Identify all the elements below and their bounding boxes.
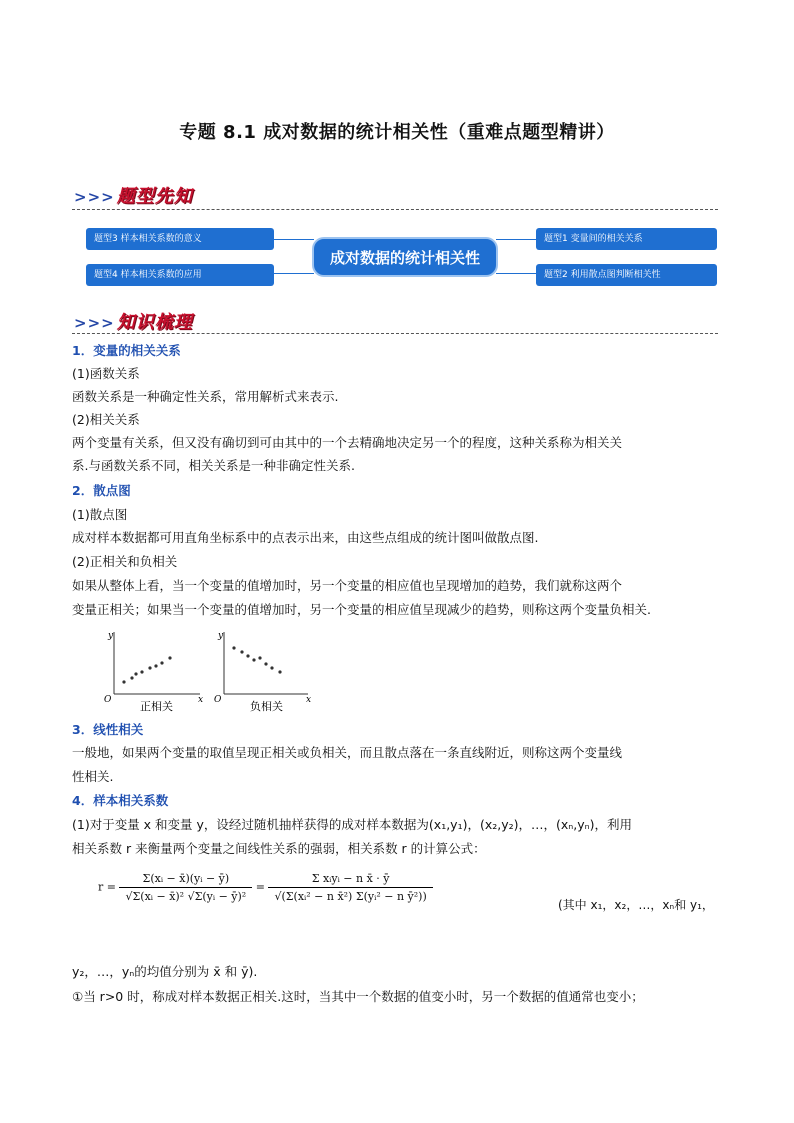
scatter-point bbox=[140, 670, 143, 673]
scatter-point bbox=[130, 676, 133, 679]
y-axis-label: y bbox=[218, 631, 224, 641]
section-banner-knowledge bbox=[74, 308, 193, 334]
section-heading: 4．样本相关系数 bbox=[72, 793, 169, 808]
scatter-point bbox=[252, 658, 255, 661]
formula-numerator: Σ(xᵢ − x̄)(yᵢ − ȳ) bbox=[119, 870, 252, 888]
paragraph: 如果从整体上看，当一个变量的值增加时，另一个变量的相应值也呈现增加的趋势，我们就称这两个 bbox=[72, 578, 623, 593]
section-banner-question-types bbox=[74, 182, 193, 208]
connector-line bbox=[496, 273, 536, 274]
paragraph: 函数关系是一种确定性关系，常用解析式来表示. bbox=[72, 389, 339, 404]
paragraph: (1)对于变量 x 和变量 y，设经过随机抽样获得的成对样本数据为(x₁,y₁)，(x₂,y₂)，…，(xₙ,yₙ)，利用 bbox=[72, 817, 632, 832]
formula-equals: = bbox=[255, 880, 265, 894]
section-heading: 1．变量的相关关系 bbox=[72, 343, 181, 358]
subheading: (2)正相关和负相关 bbox=[72, 554, 178, 569]
formula-denominator: √(Σ(xᵢ² − n x̄²) Σ(yᵢ² − n ȳ²)) bbox=[274, 890, 427, 903]
connector-line bbox=[274, 239, 314, 240]
section-heading: 2．散点图 bbox=[72, 483, 131, 498]
mindmap-node-type3: 题型3 样本相关系数的意义 bbox=[86, 228, 274, 250]
scatter-point bbox=[154, 664, 157, 667]
paragraph: 两个变量有关系，但又没有确切到可由其中的一个去精确地决定另一个的程度，这种关系称为相关关 bbox=[72, 435, 623, 450]
section-heading: 3．线性相关 bbox=[72, 722, 144, 737]
paragraph: 系.与函数关系不同，相关关系是一种非确定性关系. bbox=[72, 458, 355, 473]
subheading: (1)函数关系 bbox=[72, 366, 140, 381]
scatter-point bbox=[278, 670, 281, 673]
formula-numerator: Σ xᵢyᵢ − n x̄ · ȳ bbox=[268, 870, 432, 888]
x-axis-label: x bbox=[198, 695, 204, 705]
paragraph: 变量正相关；如果当一个变量的值增加时，另一个变量的相应值呈现减少的趋势，则称这两个变量负相关. bbox=[72, 602, 651, 617]
origin-label: O bbox=[104, 695, 112, 705]
paragraph: 一般地，如果两个变量的取值呈现正相关或负相关，而且散点落在一条直线附近，则称这两个变量线 bbox=[72, 745, 623, 760]
paragraph: 相关系数 r 来衡量两个变量之间线性关系的强弱，相关系数 r 的计算公式： bbox=[72, 841, 486, 856]
formula-note: (其中 x₁，x₂，…，xₙ和 y₁， bbox=[558, 898, 714, 912]
scatter-point bbox=[246, 654, 249, 657]
correlation-formula bbox=[98, 870, 433, 905]
scatter-point bbox=[240, 650, 243, 653]
scatter-point bbox=[160, 661, 163, 664]
scatter-point bbox=[134, 672, 137, 675]
page-title: 专题 8.1 成对数据的统计相关性（重难点题型精讲） bbox=[179, 122, 615, 143]
connector-line bbox=[496, 239, 536, 240]
scatter-point bbox=[148, 666, 151, 669]
formula-lhs: r = bbox=[98, 880, 116, 894]
y-axis-label: y bbox=[108, 631, 114, 641]
subheading: (1)散点图 bbox=[72, 507, 128, 522]
scatter-point bbox=[264, 662, 267, 665]
banner-arrows: >>> bbox=[74, 188, 115, 206]
paragraph: ①当 r>0 时，称成对样本数据正相关.这时，当其中一个数据的值变小时，另一个数据的值通常也变小； bbox=[72, 989, 644, 1004]
scatter-point bbox=[122, 680, 125, 683]
scatter-point bbox=[270, 666, 273, 669]
figure-caption: 正相关 bbox=[140, 700, 173, 713]
banner-label: 知识梳理 bbox=[116, 312, 193, 333]
scatter-point bbox=[168, 656, 171, 659]
paragraph: 性相关. bbox=[72, 769, 114, 784]
divider bbox=[72, 209, 718, 210]
mindmap-center-node: 成对数据的统计相关性 bbox=[312, 237, 498, 277]
formula-denominator: √Σ(xᵢ − x̄)² √Σ(yᵢ − ȳ)² bbox=[125, 890, 247, 903]
scatter-point bbox=[232, 646, 235, 649]
formula-fraction-2 bbox=[268, 870, 432, 905]
mindmap-node-type1: 题型1 变量间的相关关系 bbox=[536, 228, 717, 250]
scatter-point bbox=[258, 656, 261, 659]
divider bbox=[72, 333, 718, 334]
paragraph: y₂，…，yₙ的均值分别为 x̄ 和 ȳ). bbox=[72, 964, 258, 979]
x-axis-label: x bbox=[306, 695, 312, 705]
mindmap-node-type4: 题型4 样本相关系数的应用 bbox=[86, 264, 274, 286]
connector-line bbox=[274, 273, 314, 274]
scatter-figures bbox=[100, 622, 330, 716]
negative-correlation-figure bbox=[214, 631, 311, 713]
mindmap-node-type2: 题型2 利用散点图判断相关性 bbox=[536, 264, 717, 286]
banner-label: 题型先知 bbox=[116, 186, 193, 207]
positive-correlation-figure bbox=[104, 631, 203, 713]
paragraph: 成对样本数据都可用直角坐标系中的点表示出来，由这些点组成的统计图叫做散点图. bbox=[72, 530, 539, 545]
subheading: (2)相关关系 bbox=[72, 412, 140, 427]
banner-arrows: >>> bbox=[74, 314, 115, 332]
figure-caption: 负相关 bbox=[250, 700, 283, 713]
formula-fraction-1 bbox=[119, 870, 252, 905]
origin-label: O bbox=[214, 695, 222, 705]
